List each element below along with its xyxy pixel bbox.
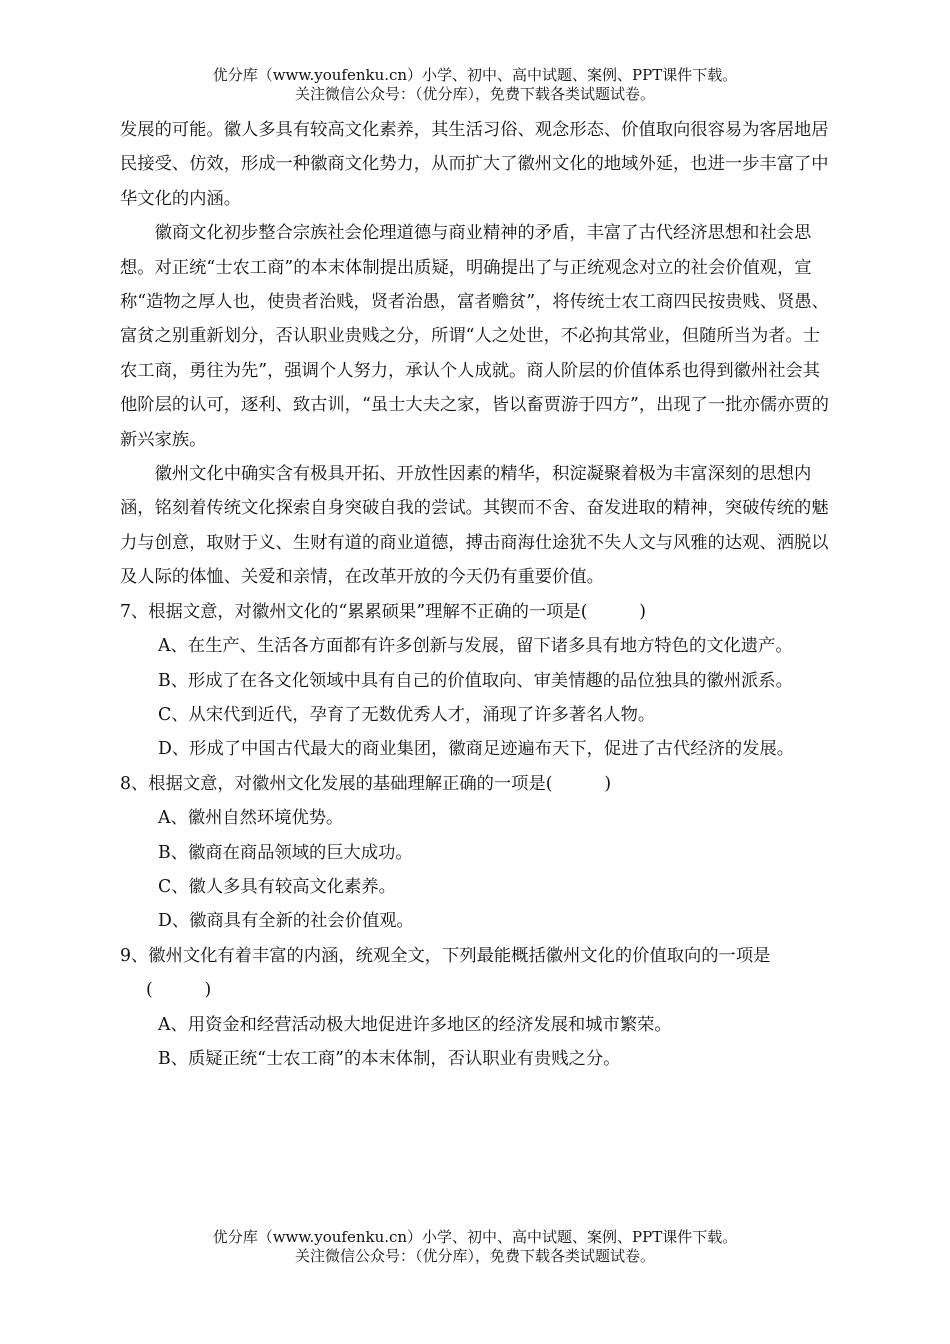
question-8-option-d: D、徽商具有全新的社会价值观。: [158, 911, 414, 932]
passage-paragraph: 徽商文化初步整合宗族社会伦理道德与商业精神的矛盾，丰富了古代经济思想和社会思想。对正统“士农工商”的本末体制提出质疑，明确提出了与正统观念对立的社会价值观，宣称“造物之厚人也，使贵者治贱，贤者治愚，富者赡贫”，将传统士农工商四民按贵贱、贤愚、富贫之别重新划分，否认职业贵贱之分，所谓“人之处世，不必拘其常业，但随所当为者。士农工商，勇往为先”，强调个人努力，承认个人成就。商人阶层的价值体系也得到徽州社会其他阶层的认可，逐利、致古训，“虽士大夫之家，皆以畜贾游于四方”，出现了一批亦儒亦贾的新兴家族。: [120, 223, 829, 450]
page-footer: [0, 1228, 950, 1266]
question-7-option-c: C、从宋代到近代，孕育了无数优秀人才，涌现了许多著名人物。: [158, 704, 656, 725]
question-8-option-b: B、徽商在商品领域的巨大成功。: [158, 842, 413, 863]
question-8-option-c: C、徽人多具有较高文化素养。: [158, 876, 396, 897]
question-8-option-a: A、徽州自然环境优势。: [158, 808, 344, 829]
document-body: [120, 113, 832, 1076]
question-7-option-d: D、形成了中国古代最大的商业集团，徽商足迹遍布天下，促进了古代经济的发展。: [158, 739, 795, 760]
footer-line-2: 关注微信公众号：（优分库），免费下载各类试题试卷。: [294, 1247, 655, 1265]
header-line-2: 关注微信公众号：（优分库），免费下载各类试题试卷。: [294, 85, 655, 103]
header-line-1: 优分库（www.youfenku.cn）小学、初中、高中试题、案例、PPT课件下载。: [212, 66, 738, 84]
question-9-option-b: B、质疑正统“士农工商”的本末体制，否认职业有贵贱之分。: [158, 1048, 621, 1069]
question-9-stem: 9、徽州文化有着丰富的内涵，统观全文，下列最能概括徽州文化的价值取向的一项是( ): [120, 945, 771, 1001]
question-7-stem: 7、根据文意，对徽州文化的“累累硕果”理解不正确的一项是( ): [120, 601, 647, 622]
passage-paragraph: 徽州文化中确实含有极具开拓、开放性因素的精华，积淀凝聚着极为丰富深刻的思想内涵，铭刻着传统文化探索自身突破自我的尝试。其锲而不舍、奋发进取的精神，突破传统的魅力与创意，取财于义、生财有道的商业道德，搏击商海仕途犹不失人文与风雅的达观、洒脱以及人际的体恤、关爱和亲情，在改革开放的今天仍有重要价值。: [120, 464, 829, 588]
page-header: [0, 66, 950, 104]
question-9-option-a: A、用资金和经营活动极大地促进许多地区的经济发展和城市繁荣。: [158, 1014, 672, 1035]
question-8-stem: 8、根据文意，对徽州文化发展的基础理解正确的一项是( ): [120, 773, 612, 794]
question-7-option-b: B、形成了在各文化领域中具有自己的价值取向、审美情趣的品位独具的徽州派系。: [158, 670, 793, 691]
passage-paragraph-continued: 发展的可能。徽人多具有较高文化素养，其生活习俗、观念形态、价值取向很容易为客居地居民接受、仿效，形成一种徽商文化势力，从而扩大了徽州文化的地域外延，也进一步丰富了中华文化的内涵。: [120, 120, 829, 209]
question-7-option-a: A、在生产、生活各方面都有许多创新与发展，留下诸多具有地方特色的文化遗产。: [158, 636, 793, 657]
footer-line-1: 优分库（www.youfenku.cn）小学、初中、高中试题、案例、PPT课件下载。: [212, 1228, 738, 1246]
